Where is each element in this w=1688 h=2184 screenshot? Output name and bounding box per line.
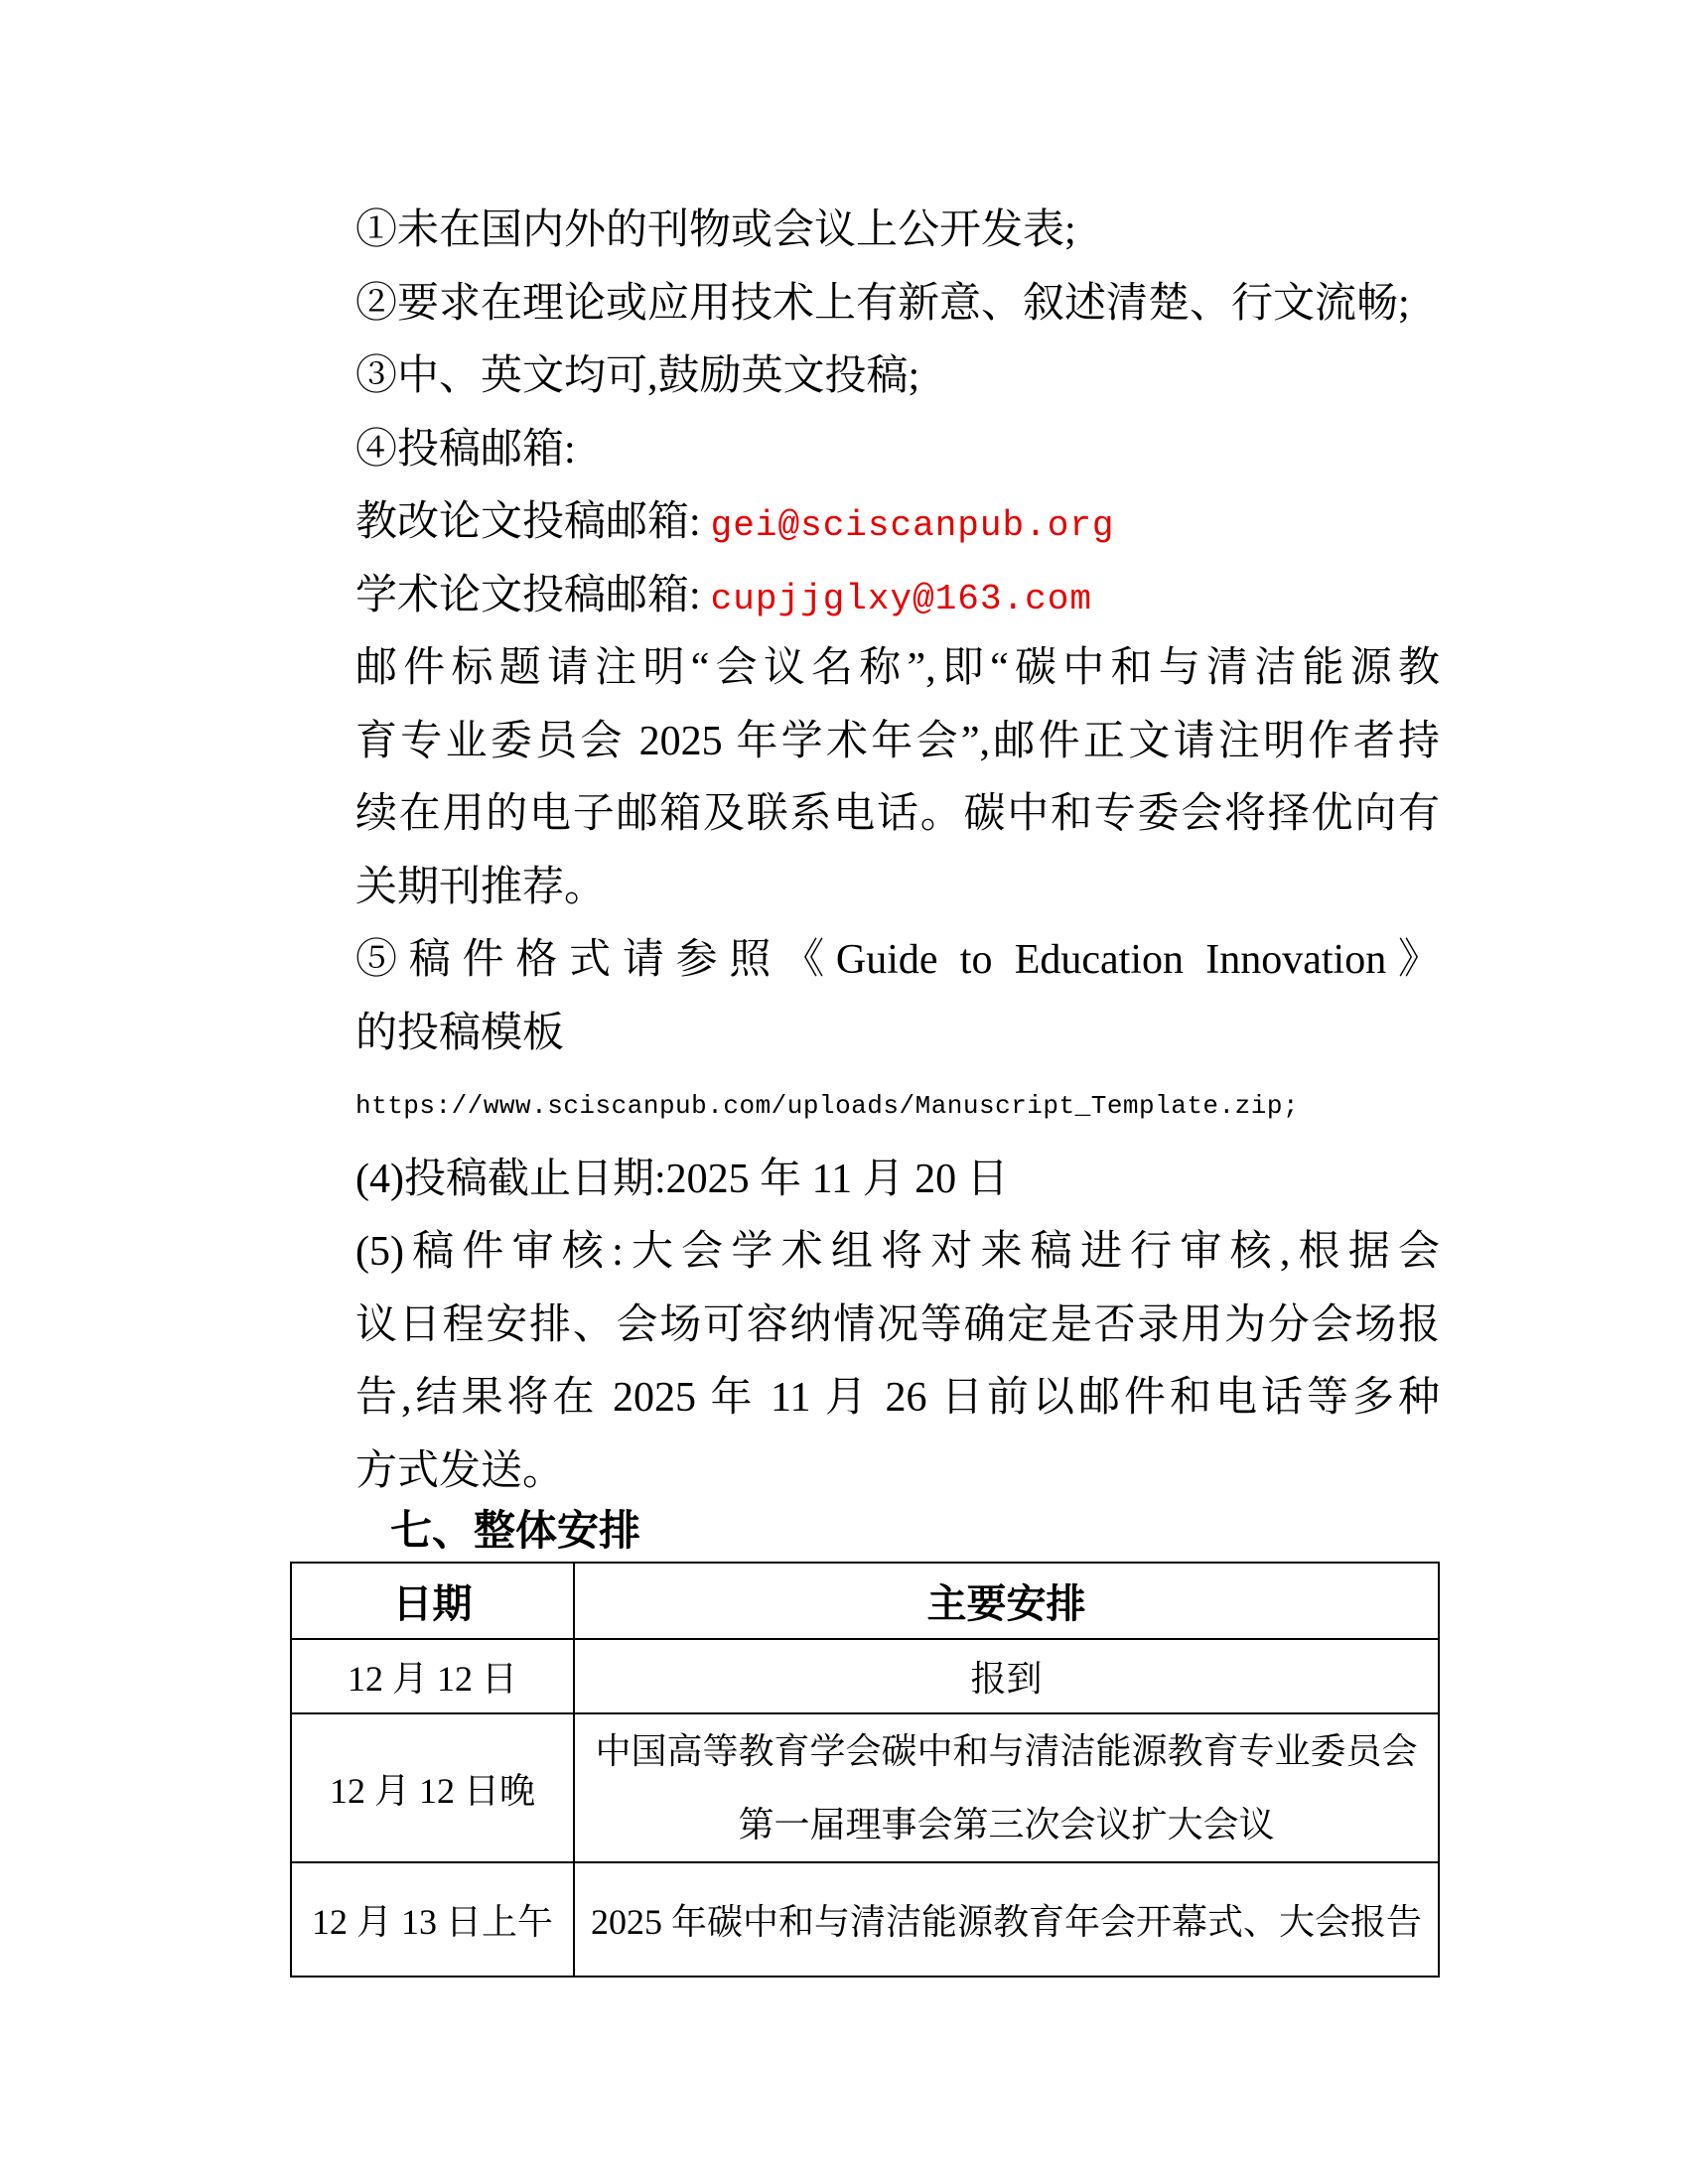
submission-requirement-1: ①未在国内外的刊物或会议上公开发表; — [355, 207, 1076, 253]
email-address-teaching-reform[interactable]: gei@sciscanpub.org — [710, 505, 1115, 546]
table-header-date: 日期 — [291, 1563, 574, 1639]
manuscript-template-url[interactable]: https://www.sciscanpub.com/uploads/Manuscript_Template.zip; — [355, 1091, 1300, 1121]
email-label: 教改论文投稿邮箱: — [355, 499, 701, 545]
submission-requirement-4: ④投稿邮箱: — [355, 426, 576, 473]
arrangement-line: 第一届理事会第三次会议扩大会议 — [738, 1805, 1275, 1844]
table-row — [291, 1862, 1439, 1977]
submission-requirement-5-line-2: 的投稿模板 — [355, 1010, 565, 1056]
table-cell-date: 12 月 12 日 — [291, 1639, 574, 1713]
submission-requirement-5-line-1: ⑤稿件格式请参照《Guide to Education Innovation》 — [355, 937, 1440, 983]
overall-schedule-table — [290, 1562, 1440, 1978]
email-title-note-line-4: 关期刊推荐。 — [355, 864, 607, 910]
submission-requirement-2: ②要求在理论或应用技术上有新意、叙述清楚、行文流畅; — [355, 280, 1410, 327]
body-text-block — [355, 195, 1440, 1508]
table-row — [291, 1713, 1439, 1862]
review-paragraph-line-2: 议日程安排、会场可容纳情况等确定是否录用为分会场报 — [355, 1301, 1440, 1348]
submission-requirement-3: ③中、英文均可,鼓励英文投稿; — [355, 353, 920, 399]
table-header-row — [291, 1563, 1439, 1639]
table-cell-arrangement: 报到 — [574, 1639, 1439, 1713]
table-cell-arrangement — [574, 1713, 1439, 1862]
email-label: 学术论文投稿邮箱: — [355, 572, 701, 618]
table-cell-arrangement: 2025 年碳中和与清洁能源教育年会开幕式、大会报告 — [574, 1862, 1439, 1977]
email-title-note-line-3: 续在用的电子邮箱及联系电话。碳中和专委会将择优向有 — [355, 791, 1440, 837]
table-row — [291, 1639, 1439, 1713]
email-title-note-line-1: 邮件标题请注明“会议名称”,即“碳中和与清洁能源教 — [355, 645, 1440, 691]
email-address-academic[interactable]: cupjjglxy@163.com — [710, 578, 1092, 619]
table-cell-date: 12 月 13 日上午 — [291, 1862, 574, 1977]
email-line-academic — [355, 560, 1440, 633]
section-heading-overall-schedule: 七、整体安排 — [390, 1509, 641, 1555]
email-title-note-line-2: 育专业委员会 2025 年学术年会”,邮件正文请注明作者持 — [355, 718, 1440, 764]
email-line-teaching-reform — [355, 486, 1440, 560]
table-cell-date: 12 月 12 日晚 — [291, 1713, 574, 1862]
arrangement-line: 中国高等教育学会碳中和与清洁能源教育专业委员会 — [595, 1731, 1418, 1771]
table-header-arrangement: 主要安排 — [574, 1563, 1439, 1639]
submission-deadline: (4)投稿截止日期:2025 年 11 月 20 日 — [355, 1156, 1009, 1202]
review-paragraph-line-1: (5)稿件审核:大会学术组将对来稿进行审核,根据会 — [355, 1229, 1440, 1275]
review-paragraph-line-3: 告,结果将在 2025 年 11 月 26 日前以邮件和电话等多种 — [355, 1375, 1440, 1421]
review-paragraph-line-4: 方式发送。 — [355, 1447, 565, 1494]
